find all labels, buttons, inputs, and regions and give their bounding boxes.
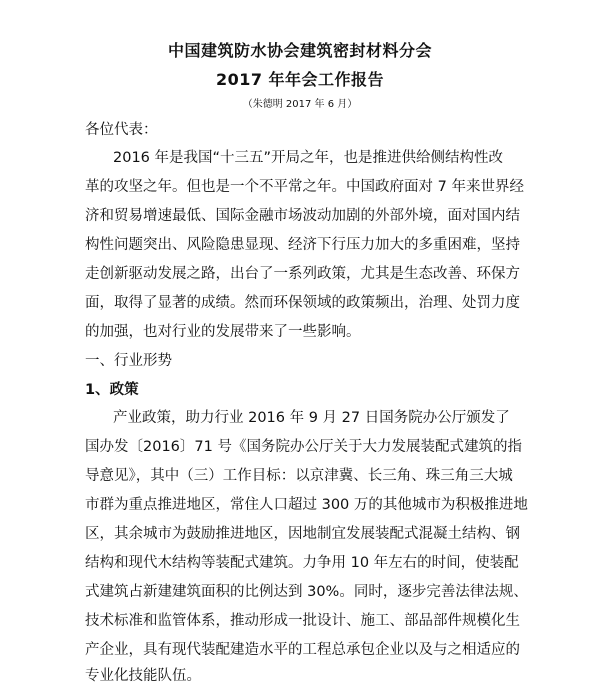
greeting: 各位代表： xyxy=(85,122,158,138)
policy-line: 产业政策，助力行业 2016 年 9 月 27 日国务院办公厅颁发了 xyxy=(113,410,510,426)
policy-line: 产企业，具有现代装配建造水平的工程总承包企业以及与之相适应的 xyxy=(85,642,520,658)
policy-line: 专业化技能队伍。 xyxy=(85,668,201,684)
report-author: （朱德明 2017 年 6 月） xyxy=(242,99,358,110)
subsection-heading: 1、政策 xyxy=(85,382,139,398)
intro-line: 济和贸易增速最低、国际金融市场波动加剧的外部外境，面对国内结 xyxy=(85,208,520,224)
policy-line: 市群为重点推进地区，常住人口超过 300 万的其他城市为积极推进地 xyxy=(85,497,528,513)
section-heading: 一、行业形势 xyxy=(85,353,172,369)
policy-line: 导意见》，其中（三）工作目标：以京津冀、长三角、珠三角三大城 xyxy=(85,468,513,484)
policy-line: 国办发〔2016〕71 号《国务院办公厅关于大力发展装配式建筑的指 xyxy=(85,439,522,455)
report-title: 中国建筑防水协会建筑密封材料分会 xyxy=(167,41,432,60)
intro-line: 走创新驱动发展之路，出台了一系列政策，尤其是生态改善、环保方 xyxy=(85,266,520,282)
intro-line: 构性问题突出、风险隐患显现、经济下行压力加大的多重困难，坚持 xyxy=(85,237,520,253)
intro-line: 革的攻坚之年。但也是一个不平常之年。中国政府面对 7 年来世界经 xyxy=(85,179,524,195)
report-subtitle: 2017 年年会工作报告 xyxy=(215,70,385,89)
policy-line: 技术标准和监管体系，推动形成一批设计、施工、部品部件规模化生 xyxy=(85,613,520,629)
intro-line: 的加强，也对行业的发展带来了一些影响。 xyxy=(85,324,361,340)
policy-line: 结构和现代木结构等装配式建筑。力争用 10 年左右的时间，使装配 xyxy=(85,555,519,571)
intro-line: 2016 年是我国“十三五”开局之年，也是推进供给侧结构性改 xyxy=(113,150,504,166)
policy-line: 区，其余城市为鼓励推进地区，因地制宜发展装配式混凝土结构、钢 xyxy=(85,526,520,542)
intro-line: 面，取得了显著的成绩。然而环保领域的政策频出，治理、处罚力度 xyxy=(85,295,520,311)
policy-line: 式建筑占新建建筑面积的比例达到 30%。同时，逐步完善法律法规、 xyxy=(85,584,528,600)
